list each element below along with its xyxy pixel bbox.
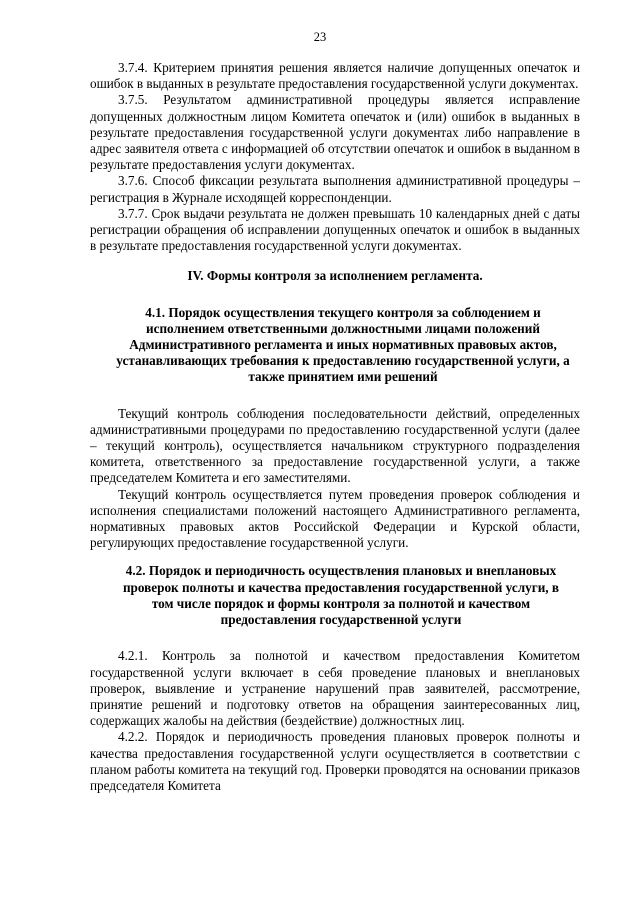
paragraph-4-2-1: 4.2.1. Контроль за полнотой и качеством предоставления Комитетом государственной услуги включает в себя проведение плановых и внеплановых проверок, выявление и устранение нарушений прав заявителей, рассмотрение, принятие решений и подготовку ответов на обращения заинтересованных лиц, содержащих жалобы на действия (бездействие) должностных лиц. xyxy=(90,648,580,729)
section-title: IV. Формы контроля за исполнением регламента. xyxy=(187,268,483,284)
paragraph-4-1-a: Текущий контроль соблюдения последовательности действий, определенных административными процедурами по предоставлению государственной услуги (далее – текущий контроль), осуществляется начальником структурного подразделения комитета, ответственного за предоставление государственной услуги, а также председателем Комитета и его заместителями. xyxy=(90,405,580,486)
paragraph-3-7-6: 3.7.6. Способ фиксации результата выполнения административной процедуры – регистрация в Журнале исходящей корреспонденции. xyxy=(90,173,580,205)
page-content xyxy=(90,60,580,794)
paragraph-4-2-2: 4.2.2. Порядок и периодичность проведения плановых проверок полноты и качества предоставления государственной услуги осуществляется в соответствии с планом работы комитета на текущий год. Проверки проводятся на основании приказов председателя Комитета xyxy=(90,729,580,793)
page-number: 23 xyxy=(313,30,327,44)
paragraph-3-7-5: 3.7.5. Результатом административной процедуры является исправление допущенных должностным лицом Комитета опечаток и (или) ошибок в выданных в результате предоставления государственной услуги документах либо направление в адрес заявителя ответа с информацией об отсутствии опечаток и ошибок в выданном в результате предоставления услуги документах. xyxy=(90,92,580,173)
paragraph-4-1-b: Текущий контроль осуществляется путем проведения проверок соблюдения и исполнения специалистами положений настоящего Административного регламента, нормативных правовых актов Российской Федерации и Курской области, регулирующих предоставление государственной услуги. xyxy=(90,486,580,551)
spacer xyxy=(90,551,580,563)
paragraph-3-7-4: 3.7.4. Критерием принятия решения является наличие допущенных опечаток и ошибок в выданных в результате предоставления государственной услуги документах. xyxy=(90,60,580,92)
subsection-4-1-title: 4.1. Порядок осуществления текущего контроля за соблюдением и исполнением ответственными должностными лицами положений Административного регламента и иных нормативных правовых актов, устанавливающих требования к предоставлению государственной услуги, а также принятием ими решений xyxy=(116,304,570,385)
subsection-4-2-title: 4.2. Порядок и периодичность осуществления плановых и внеплановых проверок полноты и качества предоставления государственной услуги, в том числе порядок и формы контроля за полнотой и качеством предоставления государственной услуги xyxy=(122,563,560,628)
paragraph-3-7-7: 3.7.7. Срок выдачи результата не должен превышать 10 календарных дней с даты регистрации обращения об исправлении допущенных опечаток и ошибок в выданных в результате предоставления государственной услуги документах. xyxy=(90,205,580,254)
